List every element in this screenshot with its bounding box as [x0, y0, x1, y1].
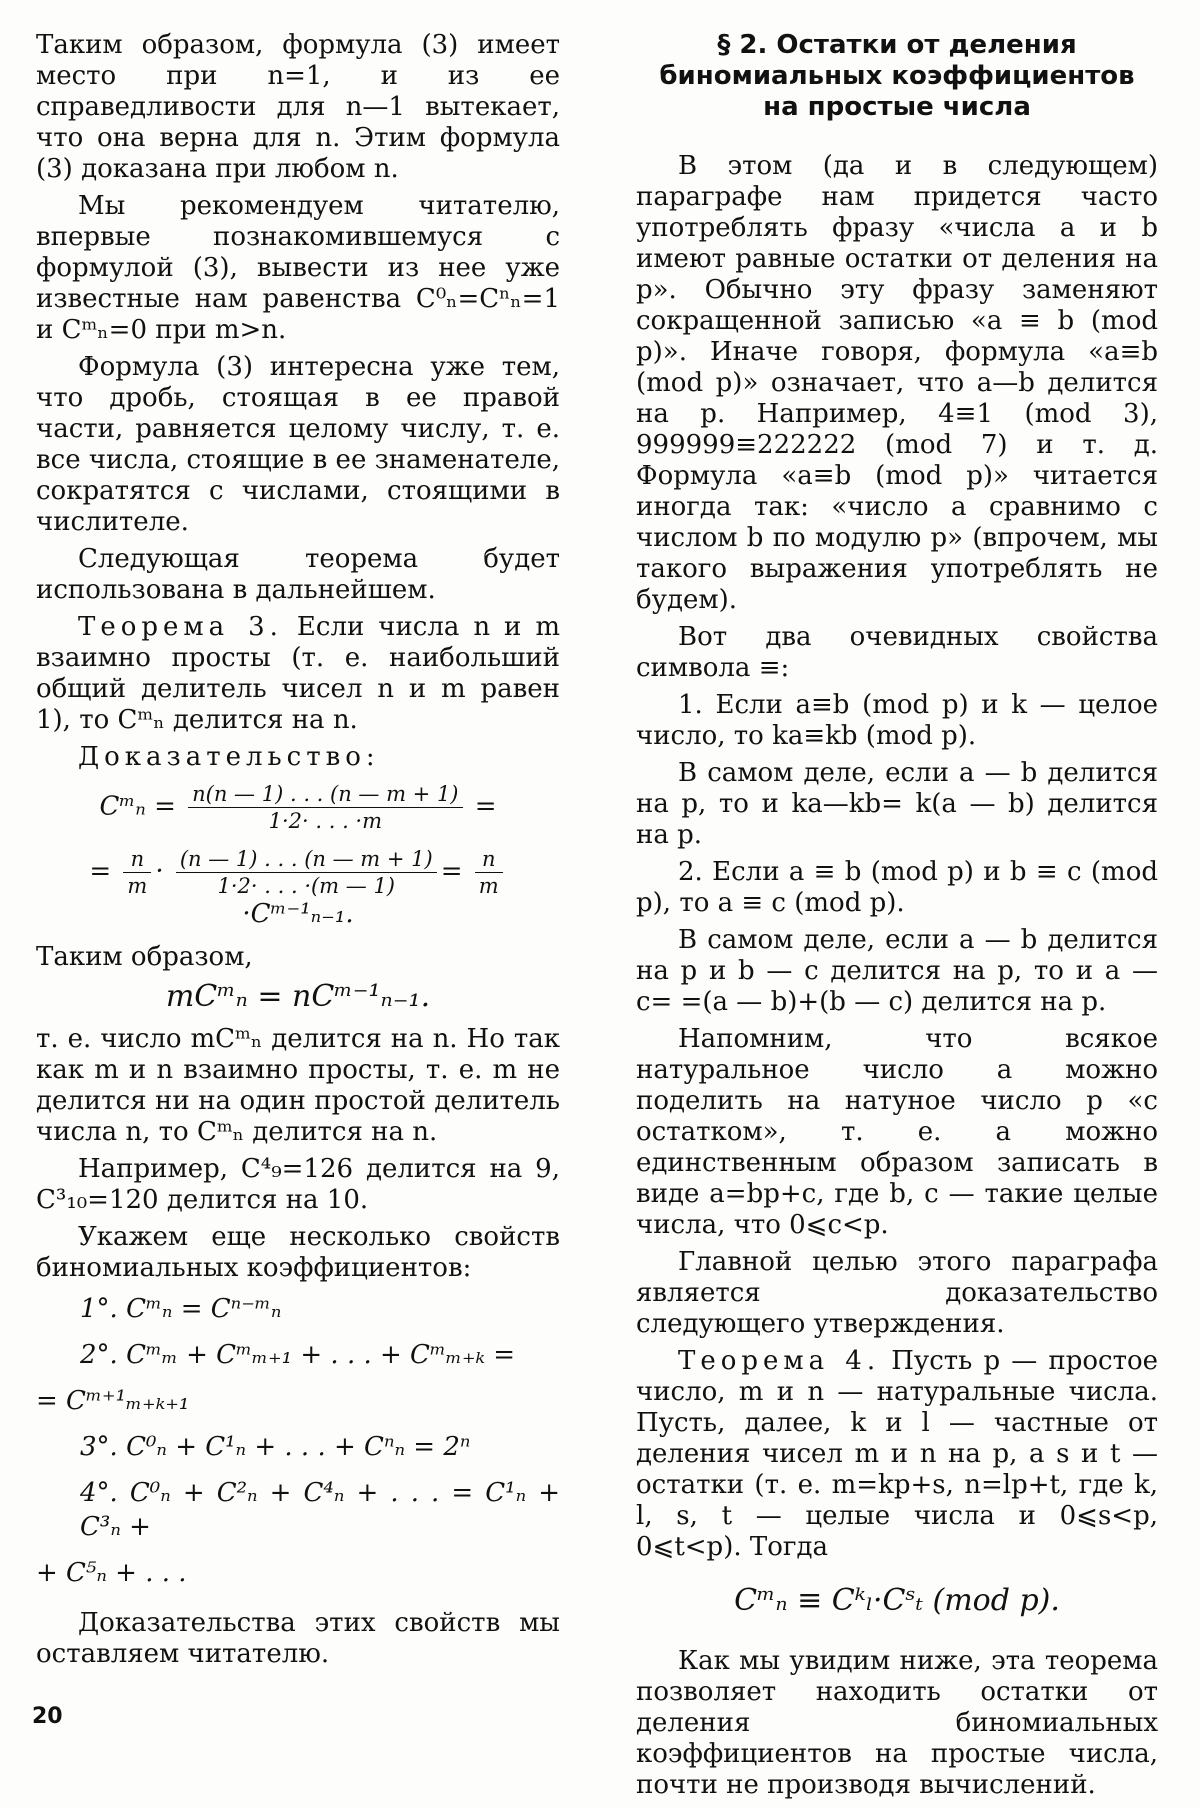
formula-reduced: = $\frac{n}{m}$ · $\frac{(n — 1) . . . (n — m + 1)}{1\cdot 2\cdot . . . \cdot(m — 1)}$ = $\frac{n}{m}$ ·Cᵐ⁻¹ₙ₋₁. [36, 846, 560, 930]
paragraph: Таким образом, [36, 942, 253, 972]
numerator: n(n — 1) . . . (n — m + 1) [188, 781, 462, 808]
property-4-continued: + C⁵ₙ + . . . [36, 1558, 187, 1588]
paragraph: 1. Если a≡b (mod p) и k — целое число, то ka≡kb (mod p). [636, 690, 1158, 751]
paragraph: Например, C⁴₉=126 делится на 9, C³₁₀=120 делится на 10. [36, 1154, 560, 1215]
paragraph: В самом деле, если a — b делится на p и b — c делится на p, то и a — c= =(a — b)+(b — c) делится на p. [636, 925, 1158, 1017]
section-heading [636, 30, 1158, 123]
theorem-text: Если числа n и m взаимно просты (т. е. наибольший общий делитель чисел n и m равен 1), то Cᵐₙ делится на n. [36, 612, 561, 735]
paragraph: Напомним, что всякое натуральное число a можно поделить на натуное число p «с остатком», т. е. a можно единственным образом записать в виде a=bp+c, где b, c — такие целые числа, что 0⩽c<p. [636, 1024, 1158, 1240]
paragraph: Как мы увидим ниже, эта теорема позволяет находить остатки от деления биномиальных коэффициентов на простые числа, почти не производя вычислений. [636, 1646, 1158, 1800]
equals-sign: = [474, 791, 497, 822]
paragraph: Мы рекомендуем читателю, впервые познакомившемуся с формулой (3), вывести из нее уже известные нам равенства C⁰ₙ=Cⁿₙ=1 и Cᵐₙ=0 при m>n. [36, 191, 560, 345]
heading-line: на простые числа [763, 92, 1031, 122]
theorem-4 [636, 1346, 1158, 1563]
paragraph: Укажем еще несколько свойств биномиальных коэффициентов: [36, 1222, 560, 1283]
numerator: n [123, 846, 151, 873]
property-1: 1°. Cᵐₙ = Cⁿ⁻ᵐₙ [80, 1294, 282, 1324]
properties-list [36, 1292, 560, 1590]
denominator: m [127, 874, 148, 898]
paragraph: Главной целью этого параграфа является доказательство следующего утверждения. [636, 1247, 1158, 1339]
property-2-continued: = Cᵐ⁺¹ₘ₊ₖ₊₁ [36, 1386, 190, 1416]
numerator: (n — 1) . . . (n — m + 1) [176, 846, 437, 873]
paragraph: т. е. число mCᵐₙ делится на n. Но так как m и n взаимно просты, т. е. m не делится ни на один простой делитель числа n, то Cᵐₙ делится на n. [36, 1024, 560, 1147]
heading-line: § 2. Остатки от деления [717, 30, 1077, 60]
theorem-text: Пусть p — простое число, m и n — натуральные числа. Пусть, далее, k и l — частные от деления чисел m и n на p, а s и t — остатки (т. е. m=kp+s, n=lp+t, где k, l, s, t — целые числа и 0⩽s<p, 0⩽t<p). Тогда [636, 1346, 1159, 1562]
paragraph: Таким образом, формула (3) имеет место при n=1, и из ее справедливости для n—1 вытекает, что она верна для n. Этим формула (3) доказана при любом n. [36, 30, 560, 184]
page-number: 20 [32, 1704, 63, 1729]
formula-binomial-expansion [36, 781, 560, 834]
property-3: 3°. C⁰ₙ + C¹ₙ + . . . + Cⁿₙ = 2ⁿ [80, 1432, 471, 1462]
formula-lhs: Cᵐₙ = [99, 791, 176, 822]
denominator: m [478, 874, 499, 898]
proof-label: Доказательство: [78, 742, 380, 772]
numerator: n [475, 846, 503, 873]
fraction [123, 846, 151, 899]
property-4: 4°. C⁰ₙ + C²ₙ + C⁴ₙ + . . . = C¹ₙ + C³ₙ + [80, 1478, 560, 1542]
denominator: 1·2· . . . ·m [268, 809, 383, 833]
paragraph: Доказательства этих свойств мы оставляем читателю. [36, 1608, 560, 1669]
formula-lucas: Cᵐₙ ≡ Cᵏₗ·Cˢₜ (mod p). [734, 1583, 1060, 1618]
formula-identity: mCᵐₙ = nCᵐ⁻¹ₙ₋₁. [165, 979, 431, 1014]
theorem-3 [36, 612, 560, 736]
paragraph: В самом деле, если a — b делится на p, то и ka—kb= k(a — b) делится на p. [636, 758, 1158, 850]
paragraph: Формула (3) интересна уже тем, что дробь, стоящая в ее правой части, равняется целому числу, т. е. все числа, стоящие в ее знаменателе, сократятся с числами, стоящими в числителе. [36, 352, 560, 537]
fraction [188, 781, 462, 834]
paragraph: Вот два очевидных свойства символа ≡: [636, 622, 1158, 683]
left-column [36, 30, 560, 1676]
paragraph: 2. Если a ≡ b (mod p) и b ≡ c (mod p), то a ≡ c (mod p). [636, 857, 1158, 918]
right-column [636, 30, 1158, 1807]
paragraph: Следующая теорема будет использована в дальнейшем. [36, 544, 560, 605]
denominator: 1·2· . . . ·(m — 1) [217, 874, 396, 898]
paragraph: В этом (да и в следующем) параграфе нам придется часто употреблять фразу «числа a и b имеют равные остатки от деления на p». Обычно эту фразу заменяют сокращенной записью «a ≡ b (mod p)». Иначе говоря, формула «a≡b (mod p)» означает, что a—b делится на p. Например, 4≡1 (mod 3), 999999≡222222 (mod 7) и т. д. Формула «a≡b (mod p)» читается иногда так: «число a сравнимо с числом b по модулю p» (впрочем, мы такого выражения употреблять не будем). [636, 151, 1158, 615]
formula-tail: ·Cᵐ⁻¹ₙ₋₁. [242, 899, 354, 929]
theorem-label: Теорема 4. [678, 1346, 881, 1376]
fraction [176, 846, 437, 899]
fraction [475, 846, 503, 899]
theorem-label: Теорема 3. [78, 612, 283, 642]
heading-line: биномиальных коэффициентов [659, 61, 1135, 91]
property-2: 2°. Cᵐₘ + Cᵐₘ₊₁ + . . . + Cᵐₘ₊ₖ = [80, 1340, 516, 1370]
